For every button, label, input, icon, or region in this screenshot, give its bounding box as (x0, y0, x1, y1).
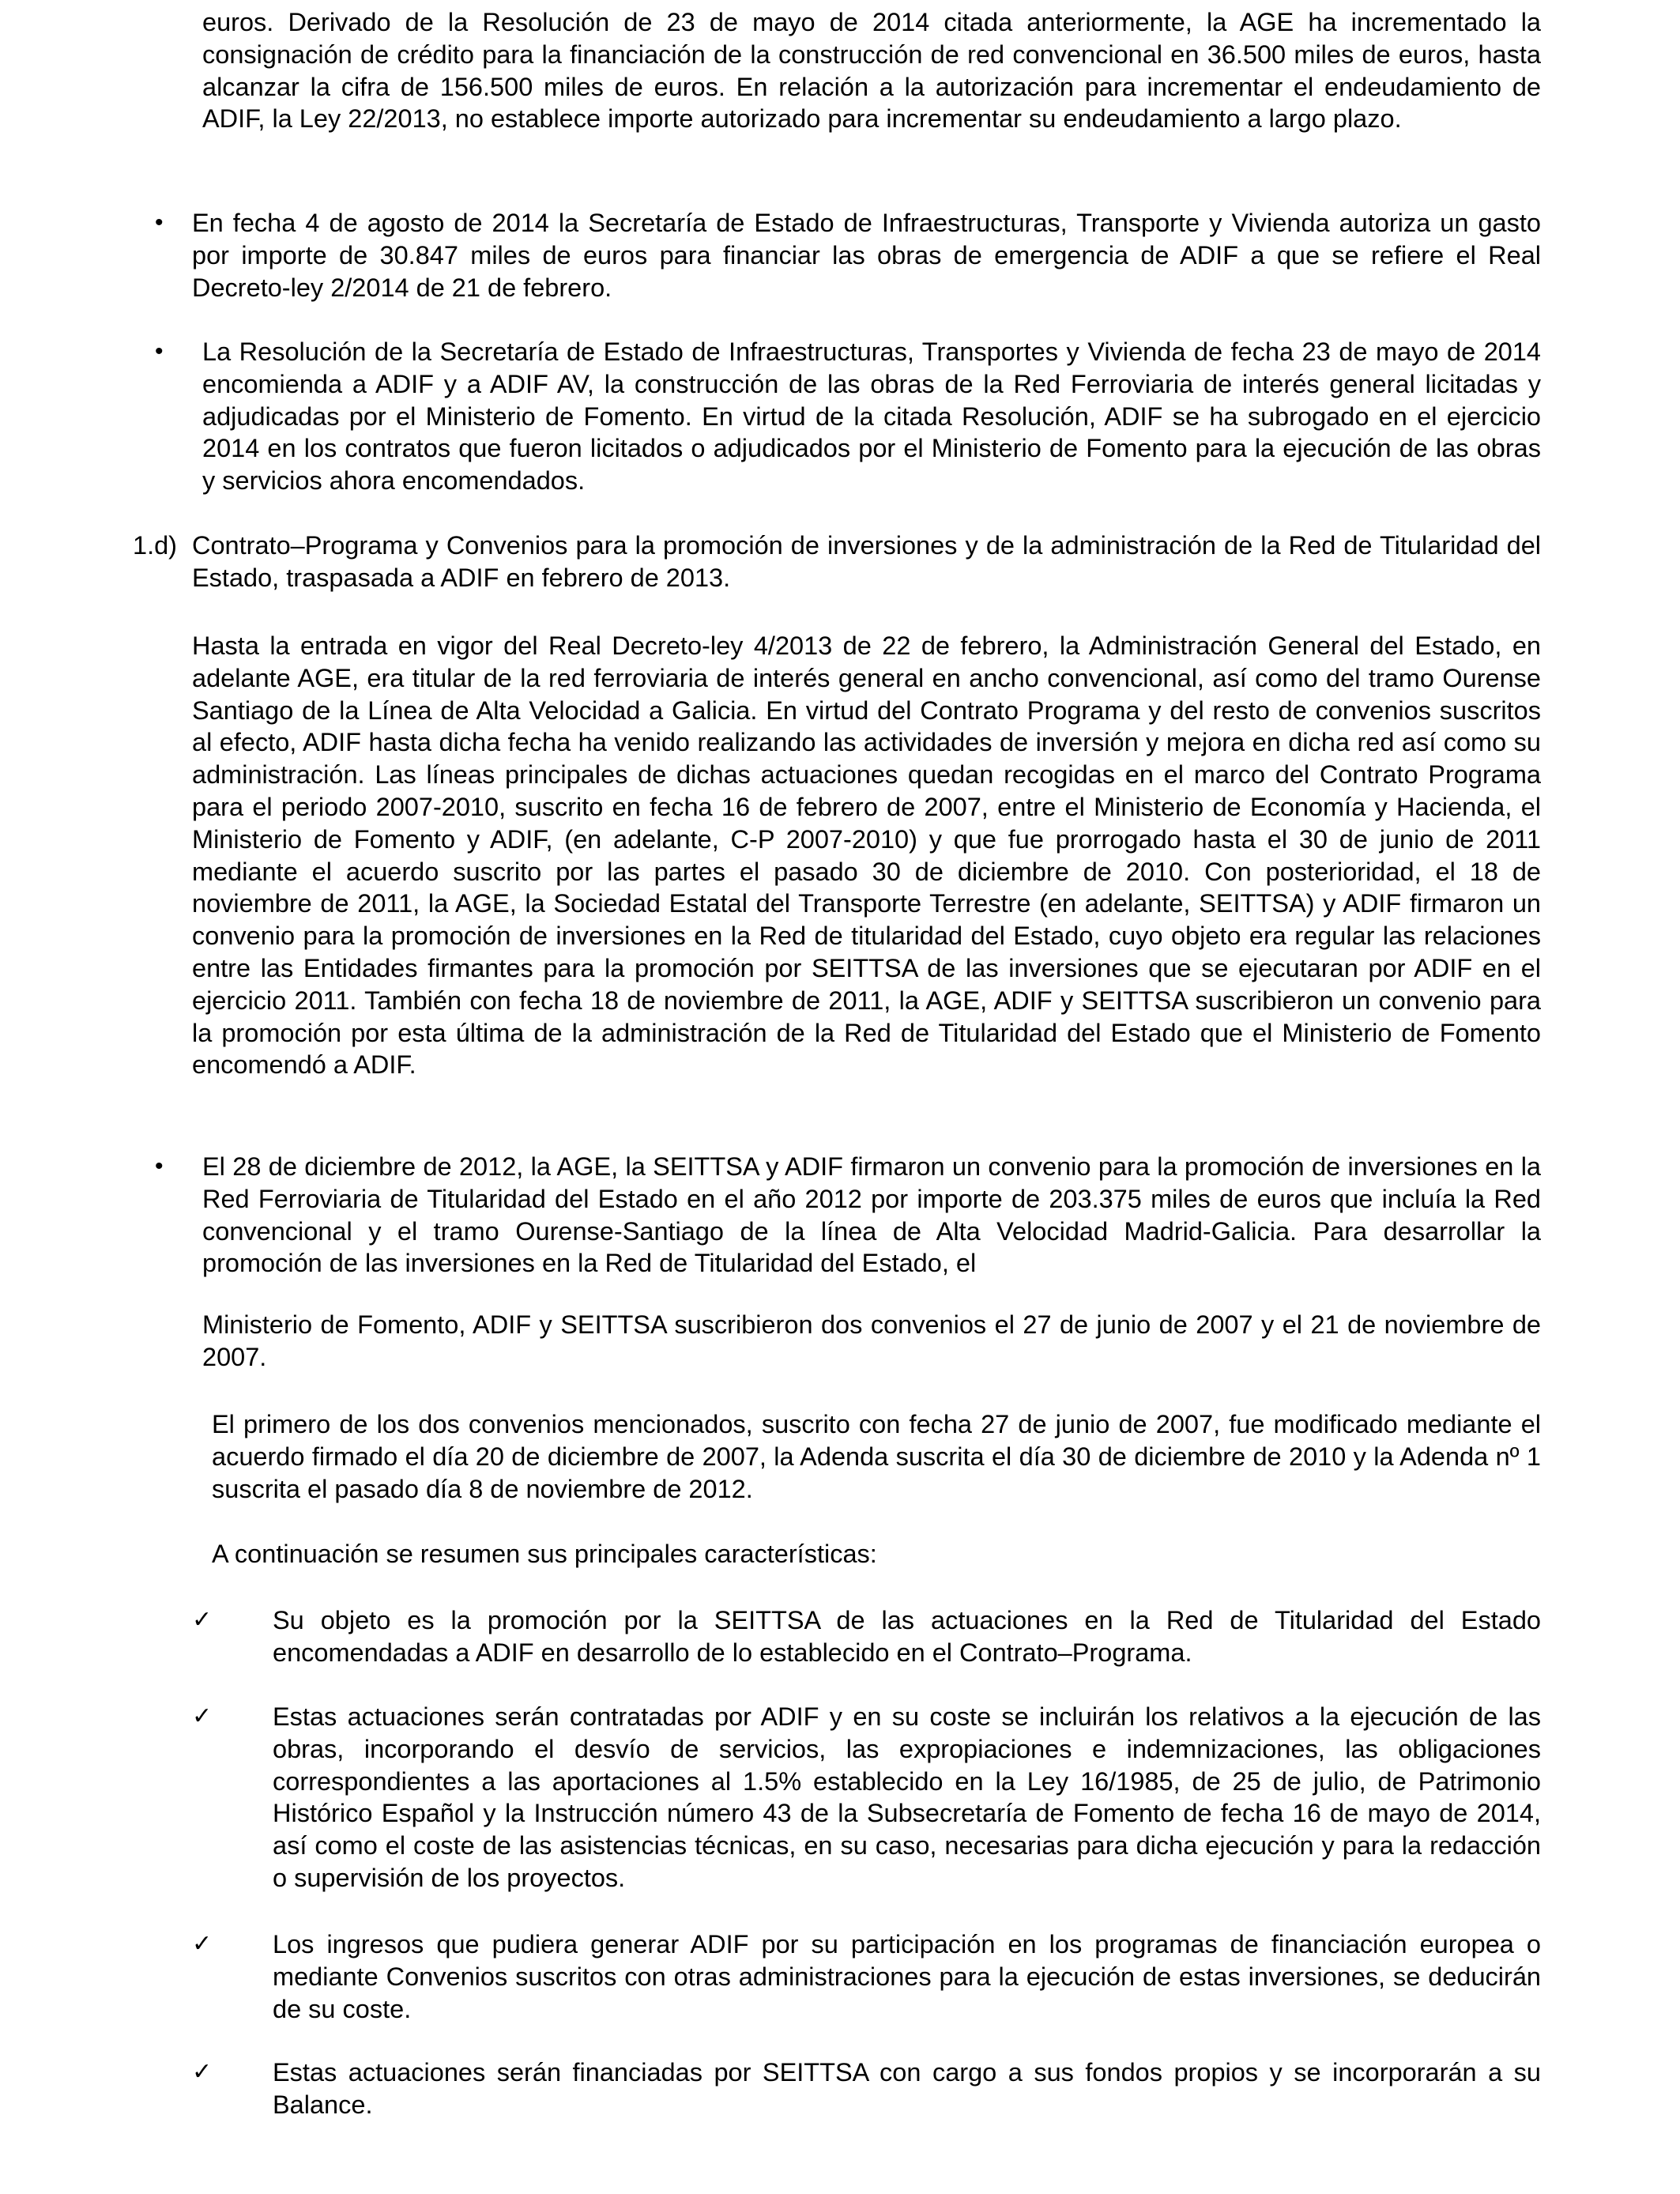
bullet-marker: • (155, 209, 164, 236)
bullet-marker: • (155, 1153, 164, 1179)
summary-intro: A continuación se resumen sus principales características: (212, 1540, 877, 1568)
first-convenio-paragraph: El primero de los dos convenios mencionados, suscrito con fecha 27 de junio de 2007, fue modificado mediante el acuerdo firmado el día 20 de diciembre de 2007, la Adenda suscrita el día 30 de diciembre de 2010 y la Adenda nº 1 suscrita el pasado día 8 de noviembre de 2012. (212, 1410, 1541, 1503)
check-item-2: Estas actuaciones serán contratadas por ADIF y en su coste se incluirán los relativos a la ejecución de las obras, incorporando el desvío de servicios, las expropiaciones e indemnizaciones, las obligaciones correspondientes a las aportaciones al 1.5% establecido en la Ley 16/1985, de 25 de julio, de Patrimonio Histórico Español y la Instrucción número 43 de la Subsecretaría de Fomento de fecha 16 de mayo de 2014, así como el coste de las asistencias técnicas, en su caso, necesarias para dicha ejecución y para la redacción o supervisión de los proyectos. (273, 1702, 1541, 1892)
continuation-paragraph: Ministerio de Fomento, ADIF y SEITTSA suscribieron dos convenios el 27 de junio de 2007 y el 21 de noviembre de 2007. (202, 1310, 1541, 1371)
bullet-paragraph-1: En fecha 4 de agosto de 2014 la Secretaría de Estado de Infraestructuras, Transporte y Vivienda autoriza un gasto por importe de 30.847 miles de euros para financiar las obras de emergencia de ADIF a que se refiere el Real Decreto-ley 2/2014 de 21 de febrero. (192, 209, 1541, 302)
checkmark-icon: ✓ (192, 2058, 213, 2086)
checkmark-icon: ✓ (192, 1930, 213, 1958)
check-item-3: Los ingresos que pudiera generar ADIF por su participación en los programas de financiación europea o mediante Convenios suscritos con otras administraciones para la ejecución de estas inversiones, se deducirán de su coste. (273, 1930, 1541, 2023)
bullet-paragraph-3: El 28 de diciembre de 2012, la AGE, la SEITTSA y ADIF firmaron un convenio para la promoción de inversiones en la Red Ferroviaria de Titularidad del Estado en el año 2012 por importe de 203.375 miles de euros que incluía la Red convencional y el tramo Ourense-Santiago de la línea de Alta Velocidad Madrid-Galicia. Para desarrollar la promoción de las inversiones en la Red de Titularidad del Estado, el (202, 1152, 1541, 1278)
check-item-4: Estas actuaciones serán financiadas por SEITTSA con cargo a sus fondos propios y se incorporarán a su Balance. (273, 2058, 1541, 2119)
section-paragraph: Hasta la entrada en vigor del Real Decreto-ley 4/2013 de 22 de febrero, la Administración General del Estado, en adelante AGE, era titular de la red ferroviaria de interés general en ancho convencional, así como del tramo Ourense Santiago de la Línea de Alta Velocidad a Galicia. En virtud del Contrato Programa y del resto de convenios suscritos al efecto, ADIF hasta dicha fecha ha venido realizando las actividades de inversión y mejora en dicha red así como su administración. Las líneas principales de dichas actuaciones quedan recogidas en el marco del Contrato Programa para el periodo 2007-2010, suscrito en fecha 16 de febrero de 2007, entre el Ministerio de Economía y Hacienda, el Ministerio de Fomento y ADIF, (en adelante, C-P 2007-2010) y que fue prorrogado hasta el 30 de junio de 2011 mediante el acuerdo suscrito por las partes el pasado 30 de diciembre de 2010. Con posterioridad, el 18 de noviembre de 2011, la AGE, la Sociedad Estatal del Transporte Terrestre (en adelante, SEITTSA) y ADIF firmaron un convenio para la promoción de inversiones en la Red de titularidad del Estado, cuyo objeto era regular las relaciones entre las Entidades firmantes para la promoción por SEITTSA de las inversiones que se ejecutaran por ADIF en el ejercicio 2011. También con fecha 18 de noviembre de 2011, la AGE, ADIF y SEITTSA suscribieron un convenio para la promoción por esta última de la administración de la Red de Titularidad del Estado que el Ministerio de Fomento encomendó a ADIF. (192, 631, 1541, 1080)
section-title: Contrato–Programa y Convenios para la promoción de inversiones y de la administración de la Red de Titularidad del Estado, traspasada a ADIF en febrero de 2013. (192, 531, 1541, 592)
check-item-1: Su objeto es la promoción por la SEITTSA de las actuaciones en la Red de Titularidad del Estado encomendadas a ADIF en desarrollo de lo establecido en el Contrato–Programa. (273, 1606, 1541, 1667)
checkmark-icon: ✓ (192, 1702, 213, 1730)
bullet-marker: • (155, 338, 164, 364)
section-number: 1.d) (133, 531, 178, 560)
intro-paragraph: euros. Derivado de la Resolución de 23 de mayo de 2014 citada anteriormente, la AGE ha incrementado la consignación de crédito para la financiación de la construcción de red convencional en 36.500 miles de euros, hasta alcanzar la cifra de 156.500 miles de euros. En relación a la autorización para incrementar el endeudamiento de ADIF, la Ley 22/2013, no establece importe autorizado para incrementar su endeudamiento a largo plazo. (202, 8, 1541, 134)
checkmark-icon: ✓ (192, 1606, 213, 1634)
bullet-paragraph-2: La Resolución de la Secretaría de Estado de Infraestructuras, Transportes y Vivienda de fecha 23 de mayo de 2014 encomienda a ADIF y a ADIF AV, la construcción de las obras de la Red Ferroviaria de interés general licitadas y adjudicadas por el Ministerio de Fomento. En virtud de la citada Resolución, ADIF se ha subrogado en el ejercicio 2014 en los contratos que fueron licitados o adjudicados por el Ministerio de Fomento para la ejecución de las obras y servicios ahora encomendados. (202, 337, 1541, 496)
